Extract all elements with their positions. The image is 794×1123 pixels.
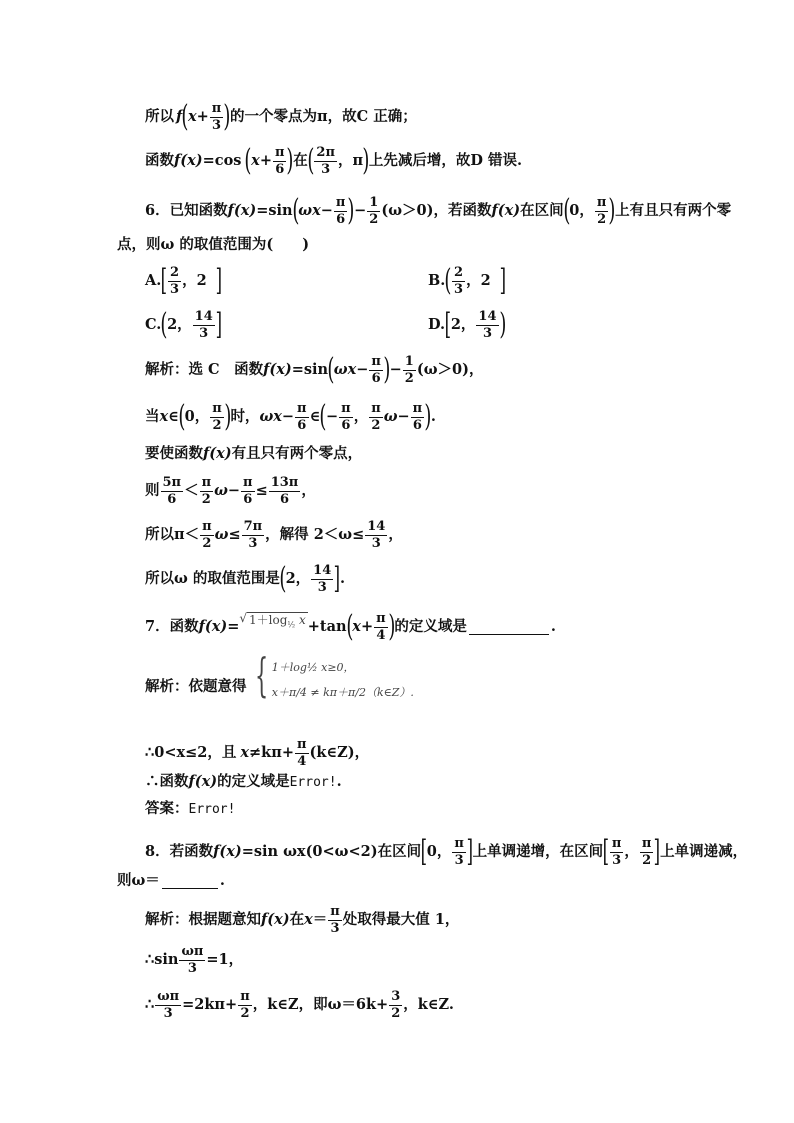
text: f(x) xyxy=(261,910,290,928)
fraction xyxy=(242,520,265,550)
text: 函数 xyxy=(145,151,174,169)
text: f(x) xyxy=(263,360,292,378)
numerator: 7π xyxy=(243,519,263,534)
text: ， xyxy=(388,525,403,543)
option-b[interactable] xyxy=(428,263,506,299)
numerator: π xyxy=(412,401,423,416)
text: =cos xyxy=(202,151,242,169)
paren: ( xyxy=(345,609,353,645)
text: 所以ω 的取值范围是 xyxy=(145,569,280,587)
denominator: 6 xyxy=(280,491,290,507)
numerator: 1 xyxy=(404,354,414,369)
denominator: 6 xyxy=(297,417,307,433)
paren: ) xyxy=(347,193,355,229)
text: 上先减后增，故D 错误. xyxy=(368,151,522,169)
numerator: π xyxy=(596,195,607,210)
text: 所以 xyxy=(145,107,174,125)
numerator: π xyxy=(330,904,340,919)
denominator: 3 xyxy=(454,852,464,868)
answer-7 xyxy=(145,802,235,817)
solution-8-line-3 xyxy=(145,990,454,1020)
fraction xyxy=(193,310,215,340)
paren: ) xyxy=(387,609,395,645)
text: ∴sin xyxy=(145,950,179,968)
text: =1， xyxy=(206,950,244,968)
text: x xyxy=(240,743,250,761)
bracket: ] xyxy=(466,834,473,870)
option-d[interactable] xyxy=(428,307,506,343)
denominator: 3 xyxy=(212,117,222,133)
text: 7．函数 xyxy=(145,617,199,635)
solution-8-line-1 xyxy=(145,905,459,935)
text: ≤ xyxy=(255,481,268,499)
numerator: π xyxy=(274,145,285,160)
paren: ( xyxy=(319,399,327,435)
text: ω xyxy=(214,481,228,499)
text: 2， xyxy=(285,569,311,587)
inequality-system xyxy=(272,662,414,698)
text: (ω＞0)，若函数 xyxy=(381,201,492,219)
numerator: π xyxy=(202,519,212,534)
fraction xyxy=(369,402,383,432)
question-8 xyxy=(145,834,748,870)
denominator: 6 xyxy=(371,370,381,386)
bracket: ] xyxy=(654,834,661,870)
numerator: π xyxy=(376,611,386,626)
denominator: 2 xyxy=(212,417,222,433)
denominator: 3 xyxy=(187,960,197,976)
fraction xyxy=(155,990,181,1020)
fraction xyxy=(640,837,654,867)
text: f(x) xyxy=(227,201,257,219)
fraction xyxy=(273,146,287,176)
text: 处取得最大值 1， xyxy=(342,910,460,928)
denominator: 6 xyxy=(275,161,285,177)
numerator: π xyxy=(371,354,381,369)
text: 上单调递减， xyxy=(660,842,748,860)
text: =sin ωx(0<ω<2)在区间 xyxy=(241,842,422,860)
text: ， xyxy=(353,407,369,425)
fraction xyxy=(210,402,224,432)
numerator: 5π xyxy=(162,475,182,490)
fraction xyxy=(238,990,252,1020)
text: f(x) xyxy=(203,445,232,462)
text: 6．已知函数 xyxy=(145,201,228,219)
text: 的一个零点为π，故C 正确； xyxy=(230,107,417,125)
text: . xyxy=(219,872,225,890)
solution-6-line-6 xyxy=(145,561,346,597)
text: x xyxy=(187,107,197,125)
bracket: ] xyxy=(333,561,341,597)
text: f(x) xyxy=(174,151,203,169)
text: f(x) xyxy=(213,842,242,860)
text: 点，则ω 的取值范围为( ) xyxy=(117,236,310,253)
paren: ) xyxy=(362,143,370,179)
text: ≤ xyxy=(228,525,241,543)
fraction xyxy=(200,520,214,550)
text: ½ xyxy=(287,620,296,630)
error-text: Error! xyxy=(289,774,337,790)
numerator: 14 xyxy=(367,519,386,534)
condition-2: x＋π/4 ≠ kπ＋π/2（k∈Z）. xyxy=(271,686,414,699)
text: 有且只有两个零点， xyxy=(231,445,363,462)
bracket: ] xyxy=(215,307,222,343)
line-cos-claim xyxy=(145,143,522,179)
fraction xyxy=(241,476,255,506)
paren: ) xyxy=(223,99,231,135)
paren: ) xyxy=(286,143,294,179)
fraction xyxy=(328,905,342,935)
text: 2， xyxy=(450,315,476,333)
denominator: 2 xyxy=(391,1005,401,1021)
bracket: ] xyxy=(215,263,222,299)
sqrt-expression: √ $1+\log_{\frac{1}{2}}$ x xyxy=(239,611,306,630)
text: 在区间 xyxy=(520,201,564,219)
text: f xyxy=(176,107,183,125)
condition-1: 1＋log½ x≥0， xyxy=(271,661,355,674)
text: 时， xyxy=(230,407,260,425)
text: . xyxy=(550,617,556,635)
bracket: ] xyxy=(499,263,506,299)
option-label: D. xyxy=(428,315,446,333)
question-6-cont xyxy=(117,238,309,253)
denominator: 2 xyxy=(404,370,414,386)
text: 解析：根据题意知 xyxy=(145,910,261,928)
fraction xyxy=(295,738,309,768)
denominator: 6 xyxy=(167,491,177,507)
denominator: 2 xyxy=(240,1005,250,1021)
numerator: π xyxy=(371,401,381,416)
text: ， xyxy=(624,842,639,860)
denominator: 4 xyxy=(376,627,386,643)
text: ，k∈Z. xyxy=(403,995,454,1013)
fraction xyxy=(411,402,425,432)
text: ∈ xyxy=(168,407,179,425)
numerator: 2π xyxy=(316,145,335,160)
text: ，2 xyxy=(182,271,207,289)
text: 1＋log xyxy=(249,613,288,628)
denominator: 2 xyxy=(642,852,652,868)
text: ωx xyxy=(333,360,357,378)
text: − xyxy=(320,201,333,219)
fraction xyxy=(365,520,387,550)
option-a[interactable] xyxy=(145,263,222,299)
text: + xyxy=(259,151,272,169)
text: 上有且只有两个零 xyxy=(615,201,732,219)
question-7 xyxy=(145,609,556,645)
text: . xyxy=(336,773,342,790)
text: =2kπ+ xyxy=(182,995,238,1013)
numerator: 14 xyxy=(313,563,332,578)
text: 上单调递增，在区间 xyxy=(472,842,604,860)
text: +tan xyxy=(307,617,347,635)
denominator: 3 xyxy=(371,535,381,551)
denominator: 2 xyxy=(371,417,381,433)
fraction xyxy=(367,196,380,226)
text: x xyxy=(159,407,169,425)
denominator: 2 xyxy=(201,491,211,507)
option-label: A. xyxy=(145,271,162,289)
paren: ( xyxy=(279,561,287,597)
text: ∴函数 xyxy=(145,773,189,790)
denominator: 3 xyxy=(199,325,209,341)
denominator: 4 xyxy=(297,753,307,769)
paren: ) xyxy=(498,307,506,343)
fraction xyxy=(295,402,309,432)
text: 0， xyxy=(426,842,452,860)
denominator: 3 xyxy=(482,325,492,341)
text: − xyxy=(281,407,295,425)
fraction xyxy=(610,837,624,867)
line-zero-claim xyxy=(145,99,417,135)
fraction xyxy=(168,266,181,296)
denominator: 3 xyxy=(170,281,180,297)
text: ，2 xyxy=(466,271,491,289)
fraction xyxy=(334,196,348,226)
solution-6-line-3 xyxy=(145,447,362,462)
text: 在 xyxy=(293,151,308,169)
numerator: π xyxy=(297,401,307,416)
solution-7-line-2 xyxy=(145,738,369,768)
fraction xyxy=(210,102,224,132)
text: ∴0<x≤2，且 xyxy=(145,743,237,761)
error-text: Error! xyxy=(188,801,236,817)
text: 答案： xyxy=(145,800,189,817)
numerator: π xyxy=(454,836,464,851)
denominator: 3 xyxy=(317,579,327,595)
paren: ( xyxy=(562,193,570,229)
text: ω xyxy=(214,525,229,543)
text: f(x) xyxy=(491,201,521,219)
numerator: π xyxy=(211,101,222,116)
text: ＝ xyxy=(312,910,328,928)
numerator: 14 xyxy=(478,309,497,324)
text: x xyxy=(352,617,361,635)
numerator: ωπ xyxy=(181,944,204,959)
paren: ( xyxy=(307,143,315,179)
text: 解析：依题意得 xyxy=(145,677,247,695)
paren: ( xyxy=(178,399,186,435)
text: 当 xyxy=(145,407,160,425)
text: + xyxy=(360,617,374,635)
fraction xyxy=(311,564,333,594)
text: + xyxy=(196,107,209,125)
denominator: 6 xyxy=(243,491,253,507)
text: 2， xyxy=(167,315,192,333)
denominator: 3 xyxy=(612,852,622,868)
text: − xyxy=(389,360,402,378)
fraction xyxy=(476,310,498,340)
denominator: 2 xyxy=(369,211,379,227)
option-label: B. xyxy=(428,271,446,289)
answer-blank[interactable] xyxy=(162,874,218,889)
text: ∴ xyxy=(145,995,155,1013)
text: ω xyxy=(383,407,398,425)
paren: ( xyxy=(181,99,189,135)
numerator: ωπ xyxy=(157,989,180,1004)
numerator: 3 xyxy=(391,989,401,1004)
fraction xyxy=(179,945,205,975)
numerator: π xyxy=(240,989,250,1004)
solution-6-line-1 xyxy=(145,352,484,388)
text: ≠kπ+ xyxy=(249,743,294,761)
denominator: 2 xyxy=(597,211,607,227)
fraction xyxy=(374,612,388,642)
text: =sin xyxy=(291,360,329,378)
numerator: π xyxy=(335,195,346,210)
denominator: 6 xyxy=(412,417,422,433)
numerator: π xyxy=(641,836,652,851)
text: 0， xyxy=(569,201,594,219)
brace: { xyxy=(254,648,268,702)
paren: ( xyxy=(444,263,452,299)
option-c[interactable] xyxy=(145,307,222,343)
numerator: π xyxy=(201,475,212,490)
text: − xyxy=(397,407,410,425)
question-8-cont xyxy=(117,874,225,889)
fraction xyxy=(403,355,416,385)
denominator: 3 xyxy=(454,281,464,297)
fraction xyxy=(369,355,383,385)
text: f(x) xyxy=(188,773,218,790)
solution-7-line-1 xyxy=(145,648,414,702)
text: ，k∈Z，即ω＝6k+ xyxy=(252,995,389,1013)
solution-8-line-2 xyxy=(145,945,243,975)
paren: ) xyxy=(608,193,616,229)
text: ， xyxy=(301,481,316,499)
denominator: 6 xyxy=(336,211,346,227)
text: = xyxy=(227,617,240,635)
text: . xyxy=(339,569,346,587)
text: − xyxy=(356,360,369,378)
paren: ) xyxy=(224,399,232,435)
text: ，π xyxy=(337,151,364,169)
question-6 xyxy=(145,193,732,229)
fraction xyxy=(452,837,466,867)
paren: ( xyxy=(160,307,168,343)
numerator: 2 xyxy=(170,265,180,280)
paren: ) xyxy=(383,352,391,388)
fraction xyxy=(269,476,301,506)
text: 则 xyxy=(145,481,160,499)
text: ∈ xyxy=(309,407,321,425)
solution-7-line-3 xyxy=(145,775,342,790)
paren: ( xyxy=(291,193,299,229)
text: ωx xyxy=(259,407,282,425)
text: 8．若函数 xyxy=(145,842,214,860)
paren: ( xyxy=(244,143,252,179)
text: − xyxy=(326,407,339,425)
text: ωx xyxy=(298,201,321,219)
text: − xyxy=(354,201,367,219)
text: 则ω＝ xyxy=(117,872,160,890)
numerator: π xyxy=(611,836,622,851)
text: 的定义域是 xyxy=(394,617,467,635)
text: 在 xyxy=(289,910,305,928)
text: 解析：选 C 函数 xyxy=(145,360,264,378)
numerator: 13π xyxy=(270,475,299,490)
fraction xyxy=(161,476,184,506)
denominator: 6 xyxy=(341,417,351,433)
paren: ( xyxy=(327,352,335,388)
fraction xyxy=(389,990,402,1020)
text: (ω＞0)， xyxy=(416,360,484,378)
text: 0， xyxy=(184,407,210,425)
text: x xyxy=(251,151,260,169)
fraction xyxy=(339,402,353,432)
text: 所以π＜ xyxy=(145,525,200,543)
text: x xyxy=(304,910,313,928)
text: 的定义域是 xyxy=(217,773,290,790)
text: x xyxy=(299,613,306,628)
bracket: [ xyxy=(420,834,428,870)
solution-6-line-2 xyxy=(145,399,436,435)
fraction xyxy=(595,196,609,226)
text: =sin xyxy=(256,201,293,219)
text: ＜ xyxy=(184,481,199,499)
paren: ) xyxy=(424,399,432,435)
numerator: 2 xyxy=(454,265,464,280)
denominator: 3 xyxy=(248,535,258,551)
bracket: [ xyxy=(602,834,610,870)
fraction xyxy=(452,266,465,296)
text: (k∈Z)， xyxy=(309,743,370,761)
fraction xyxy=(200,476,214,506)
answer-blank[interactable] xyxy=(469,620,549,635)
bracket: [ xyxy=(160,263,168,299)
option-label: C. xyxy=(145,315,162,333)
solution-6-line-4 xyxy=(145,476,316,506)
numerator: π xyxy=(341,401,351,416)
denominator: 2 xyxy=(202,535,212,551)
bracket: [ xyxy=(444,307,452,343)
numerator: π xyxy=(243,475,253,490)
text: − xyxy=(227,481,241,499)
denominator: 3 xyxy=(321,161,331,177)
numerator: π xyxy=(296,737,307,752)
numerator: π xyxy=(212,401,222,416)
solution-6-line-5 xyxy=(145,520,403,550)
text: ，解得 2＜ω≤ xyxy=(265,525,365,543)
numerator: 1 xyxy=(369,195,379,210)
numerator: 14 xyxy=(194,309,213,324)
denominator: 3 xyxy=(330,920,340,936)
text: 要使函数 xyxy=(145,445,203,462)
fraction xyxy=(314,146,337,176)
text: . xyxy=(430,407,436,425)
denominator: 3 xyxy=(163,1005,173,1021)
text: f(x) xyxy=(198,617,228,635)
